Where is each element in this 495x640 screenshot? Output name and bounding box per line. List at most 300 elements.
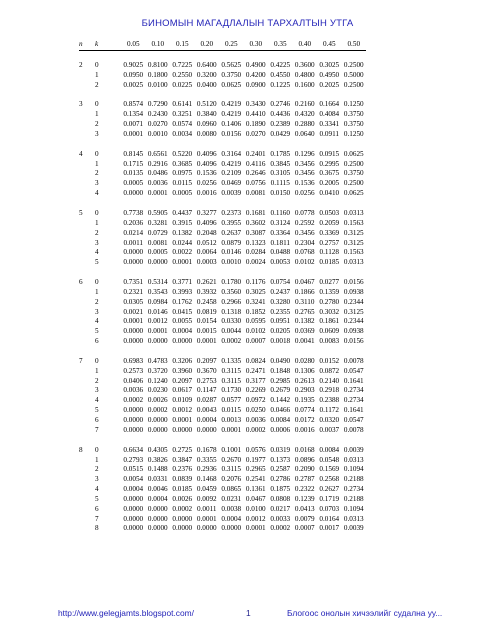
cell-probability: 0.3993	[172, 287, 193, 296]
cell-probability: 0.0000	[196, 524, 217, 533]
cell-k: 2	[95, 465, 99, 474]
cell-probability: 0.3124	[270, 218, 291, 227]
cell-probability: 0.0011	[197, 504, 217, 513]
cell-probability: 0.0000	[123, 494, 144, 503]
cell-probability: 0.0039	[221, 189, 242, 198]
cell-probability: 0.2880	[294, 120, 315, 129]
cell-probability: 0.3087	[245, 228, 266, 237]
cell-probability: 0.0092	[196, 494, 217, 503]
cell-probability: 0.3125	[343, 228, 364, 237]
table-row	[79, 100, 366, 110]
cell-probability: 0.3115	[221, 465, 241, 474]
cell-probability: 0.0950	[123, 70, 144, 79]
cell-probability: 0.1354	[123, 110, 144, 119]
cell-probability: 0.4096	[196, 159, 217, 168]
cell-probability: 0.1641	[343, 406, 364, 415]
cell-probability: 0.0250	[245, 406, 266, 415]
cell-probability: 0.0547	[343, 416, 364, 424]
cell-probability: 0.1128	[319, 248, 339, 257]
cell-n: 4	[79, 149, 83, 158]
cell-probability: 0.0044	[221, 327, 242, 336]
cell-probability: 0.0756	[245, 179, 266, 188]
cell-probability: 0.4200	[245, 70, 266, 79]
cell-probability: 0.0022	[172, 248, 193, 257]
cell-probability: 0.0872	[319, 366, 340, 375]
header-p: 0.30	[244, 40, 269, 50]
cell-k: 3	[95, 238, 99, 247]
cell-probability: 0.3025	[245, 287, 266, 296]
cell-probability: 0.0152	[319, 356, 340, 365]
cell-probability: 0.3456	[294, 159, 315, 168]
cell-probability: 0.0000	[147, 524, 168, 533]
cell-probability: 0.7290	[147, 100, 168, 109]
table-row	[79, 337, 366, 347]
cell-probability: 0.0488	[270, 248, 291, 257]
cell-k: 5	[95, 406, 99, 415]
cell-n	[79, 485, 95, 495]
cell-probability: 0.3369	[319, 228, 340, 237]
cell-probability: 0.0036	[123, 386, 144, 395]
cell-probability: 0.4437	[172, 208, 193, 217]
cell-probability: 0.1359	[319, 287, 340, 296]
cell-probability: 0.0466	[270, 406, 291, 415]
group-spacer	[79, 347, 366, 357]
cell-probability: 0.3932	[196, 287, 217, 296]
cell-probability: 0.0000	[123, 327, 144, 336]
table-row	[79, 239, 366, 249]
cell-k: 0	[95, 60, 99, 69]
cell-k: 0	[95, 445, 99, 454]
cell-probability: 0.0429	[270, 129, 291, 138]
cell-probability: 0.0016	[294, 425, 315, 434]
cell-probability: 0.0007	[245, 337, 266, 346]
cell-n	[79, 248, 95, 258]
cell-probability: 0.1563	[343, 218, 364, 227]
cell-probability: 0.2541	[245, 475, 266, 484]
cell-probability: 0.0512	[196, 238, 217, 247]
cell-probability: 0.0006	[270, 425, 291, 434]
cell-k: 7	[95, 425, 99, 434]
cell-k: 1	[95, 218, 99, 227]
cell-probability: 0.3750	[343, 120, 364, 129]
cell-probability: 0.2734	[343, 386, 364, 395]
cell-probability: 0.0951	[270, 317, 291, 326]
cell-probability: 0.2036	[123, 218, 144, 227]
footer-link[interactable]: http://www.gelegjamts.blogspot.com/	[58, 608, 194, 618]
cell-probability: 0.0774	[294, 406, 315, 415]
cell-probability: 0.0230	[147, 386, 168, 395]
cell-probability: 0.0039	[343, 524, 364, 533]
cell-probability: 0.3032	[319, 307, 340, 316]
cell-probability: 0.0109	[172, 396, 193, 405]
cell-k: 2	[95, 169, 99, 178]
cell-probability: 0.1239	[294, 494, 315, 503]
cell-probability: 0.1664	[319, 100, 340, 109]
cell-probability: 0.2437	[270, 287, 291, 296]
cell-probability: 0.2344	[343, 297, 364, 306]
cell-probability: 0.0000	[147, 425, 168, 434]
cell-k: 1	[95, 455, 99, 464]
cell-probability: 0.3670	[196, 366, 217, 375]
cell-probability: 0.3602	[245, 218, 266, 227]
cell-probability: 0.4096	[196, 149, 217, 158]
cell-probability: 0.0000	[123, 258, 144, 267]
table-row	[79, 130, 366, 140]
table-body	[79, 50, 366, 534]
cell-probability: 0.0084	[270, 416, 291, 424]
cell-probability: 0.0217	[270, 504, 291, 513]
table-row	[79, 169, 366, 179]
cell-probability: 0.4305	[147, 445, 168, 454]
cell-probability: 0.6634	[123, 445, 144, 454]
cell-probability: 0.0039	[343, 445, 364, 454]
cell-k: 2	[95, 80, 99, 89]
header-p: 0.45	[317, 40, 342, 50]
cell-probability: 0.0043	[196, 406, 217, 415]
cell-probability: 0.1306	[294, 366, 315, 375]
table-row	[79, 308, 366, 318]
cell-n	[79, 426, 95, 436]
cell-probability: 0.3960	[172, 366, 193, 375]
cell-probability: 0.0625	[221, 80, 242, 89]
header-p: 0.15	[170, 40, 195, 50]
table-row	[79, 386, 366, 396]
cell-probability: 0.2746	[270, 100, 291, 109]
cell-probability: 0.2725	[172, 445, 193, 454]
cell-probability: 0.0865	[221, 485, 242, 494]
cell-probability: 0.2936	[196, 465, 217, 474]
cell-k: 4	[95, 485, 99, 494]
cell-probability: 0.5000	[343, 70, 364, 79]
table-row	[79, 229, 366, 239]
cell-probability: 0.0778	[294, 208, 315, 217]
table-row	[79, 426, 366, 436]
cell-probability: 0.2500	[343, 80, 364, 89]
cell-probability: 0.0415	[172, 307, 193, 316]
cell-n	[79, 515, 95, 525]
cell-probability: 0.0270	[245, 129, 266, 138]
cell-probability: 0.0001	[172, 416, 193, 424]
cell-probability: 0.2592	[294, 218, 315, 227]
spacer-cell	[79, 140, 366, 150]
table-row	[79, 456, 366, 466]
cell-probability: 0.1977	[245, 455, 266, 464]
cell-probability: 0.1240	[147, 376, 168, 385]
cell-probability: 0.0079	[294, 514, 315, 523]
cell-probability: 0.0984	[147, 297, 168, 306]
cell-k: 4	[95, 248, 99, 257]
cell-probability: 0.0004	[123, 485, 144, 494]
cell-probability: 0.1569	[319, 465, 340, 474]
cell-probability: 0.0503	[319, 208, 340, 217]
cell-probability: 0.0081	[147, 238, 168, 247]
table-row	[79, 465, 366, 475]
cell-probability: 0.0156	[221, 129, 242, 138]
cell-probability: 0.3164	[221, 149, 242, 158]
cell-probability: 0.0115	[221, 406, 241, 415]
cell-probability: 0.1225	[270, 80, 291, 89]
group-spacer	[79, 199, 366, 209]
cell-probability: 0.0305	[123, 297, 144, 306]
cell-probability: 0.3685	[172, 159, 193, 168]
cell-probability: 0.0037	[319, 425, 340, 434]
cell-probability: 0.0005	[147, 248, 168, 257]
group-spacer	[79, 268, 366, 278]
spacer-cell	[79, 50, 366, 61]
cell-n: 5	[79, 208, 83, 217]
table-row	[79, 367, 366, 377]
cell-probability: 0.0002	[245, 425, 266, 434]
cell-probability: 0.0100	[147, 80, 168, 89]
cell-probability: 0.0001	[123, 129, 144, 138]
cell-probability: 0.1406	[221, 120, 242, 129]
header-p: 0.35	[268, 40, 293, 50]
cell-probability: 0.4900	[245, 60, 266, 69]
cell-probability: 0.3125	[343, 307, 364, 316]
cell-probability: 0.0024	[245, 258, 266, 267]
cell-probability: 0.3600	[294, 60, 315, 69]
cell-probability: 0.0319	[270, 445, 291, 454]
cell-probability: 0.7351	[123, 278, 144, 287]
cell-probability: 0.1730	[221, 386, 242, 395]
cell-probability: 0.2401	[245, 149, 266, 158]
cell-probability: 0.0284	[245, 248, 266, 257]
table-row	[79, 81, 366, 91]
cell-k: 3	[95, 307, 99, 316]
cell-k: 1	[95, 110, 99, 119]
cell-probability: 0.1861	[319, 317, 340, 326]
cell-probability: 0.0000	[147, 504, 168, 513]
cell-probability: 0.3110	[295, 297, 315, 306]
cell-probability: 0.0002	[221, 337, 242, 346]
cell-probability: 0.3750	[221, 70, 242, 79]
cell-probability: 0.2786	[270, 475, 291, 484]
cell-probability: 0.0000	[172, 337, 193, 346]
cell-n	[79, 386, 95, 396]
cell-probability: 0.0001	[172, 258, 193, 267]
cell-probability: 0.1681	[245, 208, 266, 217]
cell-k: 4	[95, 396, 99, 405]
cell-probability: 0.2376	[172, 465, 193, 474]
cell-probability: 0.0001	[196, 337, 217, 346]
cell-n	[79, 130, 95, 140]
cell-probability: 0.2304	[294, 238, 315, 247]
cell-n	[79, 327, 95, 337]
cell-probability: 0.2627	[319, 485, 340, 494]
cell-probability: 0.0168	[294, 445, 315, 454]
cell-probability: 0.1115	[270, 179, 290, 188]
header-k: k	[95, 40, 121, 50]
cell-n	[79, 308, 95, 318]
cell-probability: 0.0017	[319, 524, 340, 533]
cell-probability: 0.0055	[172, 317, 193, 326]
table-row	[79, 110, 366, 120]
spacer-cell	[79, 268, 366, 278]
cell-probability: 0.2646	[245, 169, 266, 178]
cell-probability: 0.2734	[343, 396, 364, 405]
cell-probability: 0.0819	[196, 307, 217, 316]
cell-probability: 0.2793	[123, 455, 144, 464]
cell-probability: 0.3177	[245, 376, 266, 385]
cell-probability: 0.5314	[147, 278, 168, 287]
cell-probability: 0.2500	[343, 60, 364, 69]
cell-probability: 0.0146	[147, 307, 168, 316]
cell-probability: 0.0000	[123, 425, 144, 434]
cell-probability: 0.4219	[221, 100, 242, 109]
group-spacer	[79, 90, 366, 100]
cell-probability: 0.0617	[172, 386, 193, 395]
cell-k: 2	[95, 297, 99, 306]
cell-probability: 0.3750	[343, 169, 364, 178]
cell-probability: 0.2757	[319, 238, 340, 247]
cell-probability: 0.0000	[123, 337, 144, 346]
cell-probability: 0.4410	[245, 110, 266, 119]
cell-probability: 0.3125	[343, 238, 364, 247]
cell-probability: 0.6983	[123, 356, 144, 365]
cell-probability: 0.3955	[221, 218, 242, 227]
cell-probability: 0.0000	[147, 514, 168, 523]
cell-probability: 0.0025	[123, 80, 144, 89]
cell-probability: 0.0313	[343, 258, 364, 267]
cell-probability: 0.0001	[221, 425, 242, 434]
cell-probability: 0.2568	[319, 475, 340, 484]
cell-probability: 0.3560	[221, 287, 242, 296]
cell-probability: 0.2966	[221, 297, 242, 306]
cell-probability: 0.3847	[172, 455, 193, 464]
cell-probability: 0.0214	[123, 228, 144, 237]
header-p: 0.25	[219, 40, 244, 50]
cell-probability: 0.2613	[294, 376, 315, 385]
cell-k: 0	[95, 356, 99, 365]
cell-k: 6	[95, 416, 99, 424]
cell-probability: 0.2048	[196, 228, 217, 237]
cell-probability: 0.0000	[123, 406, 144, 415]
cell-probability: 0.0078	[343, 425, 364, 434]
cell-probability: 0.2670	[221, 455, 242, 464]
cell-probability: 0.7225	[172, 60, 193, 69]
cell-probability: 0.0577	[221, 396, 242, 405]
cell-k: 5	[95, 494, 99, 503]
cell-probability: 0.0018	[270, 337, 291, 346]
cell-probability: 0.0002	[123, 396, 144, 405]
cell-probability: 0.0004	[196, 416, 217, 424]
table-row	[79, 160, 366, 170]
cell-probability: 0.2587	[270, 465, 291, 474]
table-row	[79, 288, 366, 298]
cell-k: 2	[95, 376, 99, 385]
cell-probability: 0.0054	[123, 475, 144, 484]
cell-probability: 0.0102	[245, 327, 266, 336]
cell-probability: 0.3341	[319, 120, 340, 129]
spacer-cell	[79, 347, 366, 357]
cell-probability: 0.0005	[123, 179, 144, 188]
cell-probability: 0.3720	[147, 366, 168, 375]
cell-n	[79, 179, 95, 189]
cell-n	[79, 524, 95, 534]
cell-probability: 0.4783	[147, 356, 168, 365]
cell-probability: 0.1852	[245, 307, 266, 316]
cell-probability: 0.0000	[221, 524, 242, 533]
cell-n: 8	[79, 445, 83, 454]
cell-probability: 0.1800	[147, 70, 168, 79]
cell-probability: 0.2005	[319, 179, 340, 188]
cell-probability: 0.3241	[245, 297, 266, 306]
cell-probability: 0.0002	[172, 504, 193, 513]
cell-probability: 0.0225	[172, 80, 193, 89]
cell-probability: 0.0244	[172, 238, 193, 247]
cell-probability: 0.0064	[196, 248, 217, 257]
cell-n	[79, 219, 95, 229]
table-row	[79, 71, 366, 81]
table-row	[79, 475, 366, 485]
table-row	[79, 416, 366, 426]
cell-probability: 0.3115	[221, 366, 241, 375]
binomial-table	[79, 40, 366, 534]
cell-probability: 0.7738	[123, 208, 144, 217]
cell-probability: 0.3251	[172, 110, 193, 119]
cell-probability: 0.0839	[172, 475, 193, 484]
cell-probability: 0.0459	[196, 485, 217, 494]
cell-probability: 0.1641	[343, 376, 364, 385]
table-row	[79, 317, 366, 327]
cell-probability: 0.4800	[294, 70, 315, 79]
cell-probability: 0.4950	[319, 70, 340, 79]
cell-probability: 0.4096	[196, 218, 217, 227]
cell-probability: 0.0256	[196, 179, 217, 188]
cell-probability: 0.0084	[319, 445, 340, 454]
cell-probability: 0.0026	[172, 494, 193, 503]
cell-probability: 0.0000	[123, 248, 144, 257]
cell-probability: 0.1600	[294, 80, 315, 89]
cell-k: 6	[95, 504, 99, 513]
cell-probability: 0.1442	[270, 396, 291, 405]
cell-probability: 0.0081	[245, 189, 266, 198]
cell-probability: 0.0915	[319, 149, 340, 158]
table-row	[79, 446, 366, 456]
cell-probability: 0.0185	[319, 258, 340, 267]
cell-probability: 0.2903	[294, 386, 315, 395]
cell-k: 0	[95, 149, 99, 158]
cell-probability: 0.2500	[343, 159, 364, 168]
cell-n	[79, 416, 95, 426]
cell-probability: 0.0156	[343, 337, 364, 346]
cell-probability: 0.0000	[123, 514, 144, 523]
cell-probability: 0.2734	[343, 485, 364, 494]
header-p: 0.50	[342, 40, 367, 50]
cell-probability: 0.4550	[270, 70, 291, 79]
cell-probability: 0.2918	[319, 386, 340, 395]
cell-probability: 0.3105	[270, 169, 291, 178]
table-row	[79, 327, 366, 337]
cell-probability: 0.2109	[221, 169, 242, 178]
cell-probability: 0.0231	[221, 494, 242, 503]
cell-probability: 0.0026	[147, 396, 168, 405]
cell-probability: 0.3206	[172, 356, 193, 365]
cell-probability: 0.0000	[172, 524, 193, 533]
cell-probability: 0.8574	[123, 100, 144, 109]
cell-probability: 0.0007	[294, 524, 315, 533]
cell-probability: 0.0012	[147, 317, 168, 326]
cell-probability: 0.0135	[123, 169, 144, 178]
cell-n	[79, 239, 95, 249]
cell-probability: 0.2097	[196, 356, 217, 365]
cell-probability: 0.0576	[245, 445, 266, 454]
cell-probability: 0.0824	[245, 356, 266, 365]
cell-probability: 0.3280	[270, 297, 291, 306]
table-row	[79, 258, 366, 268]
cell-probability: 0.0001	[245, 524, 266, 533]
cell-probability: 0.1094	[343, 504, 364, 513]
